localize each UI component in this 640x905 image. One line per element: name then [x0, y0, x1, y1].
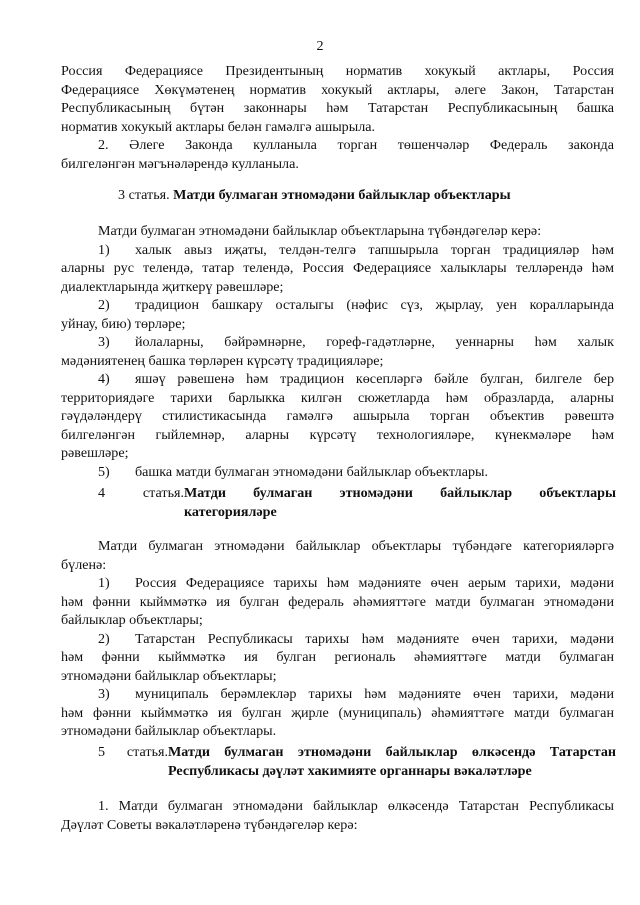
- text-line: этномәдәни байлыклар объектлары;: [61, 667, 277, 684]
- text-line: байлыклар объектлары;: [61, 612, 203, 628]
- item-number: 1): [98, 575, 110, 591]
- article-3-heading: [118, 186, 618, 205]
- article-title: Матди булмаган этномәдәни байлыклар объектлары: [184, 485, 616, 501]
- text-line: норматив хокукый актлары белән гамәлгә ашырыла.: [61, 118, 376, 135]
- item-text: башка матди булмаган этномәдәни байлыклар объектлары.: [135, 463, 489, 480]
- text-line: территориядәге тарихи барлыкка килгән сюжетларда һәм образларда, аларны: [61, 389, 614, 406]
- item-number: 2): [98, 630, 110, 647]
- text-line: аларны рус телендә, татар телендә, Россия Федерациясе халыклары телләрендә һәм: [61, 260, 614, 276]
- intro-paragraph: [61, 62, 614, 136]
- article-title-cont: Республикасы дәүләт хакимияте органнары вәкаләтләре: [168, 762, 532, 779]
- list-item-1: [61, 574, 614, 593]
- page-number: 2: [316, 38, 324, 54]
- list-item-5: [61, 463, 614, 482]
- item-number: 3): [98, 334, 110, 350]
- text-line: билгеләнгән гыйлемнәр, аларны күрсәтү технологияләре, күнекмәләре һәм: [61, 426, 614, 443]
- article-title: Матди булмаган этномәдәни байлыклар өлкәсендә Татарстан: [168, 744, 616, 760]
- list-item-4: [61, 370, 614, 389]
- text-line: этномәдәни байлыклар объектлары.: [61, 723, 277, 739]
- text-line: уйнау, бию) төрләре;: [61, 315, 186, 332]
- item-number: 5): [98, 463, 110, 480]
- heading-line: [98, 484, 616, 503]
- lead-text-cont: Дәүләт Советы вәкаләтләренә түбәндәгеләр керә:: [61, 816, 358, 833]
- item-number: 3): [98, 686, 110, 702]
- article-number: 3 статья.: [118, 187, 170, 203]
- article-5-body: [61, 797, 614, 834]
- article-3-body: [61, 222, 614, 481]
- text-line: һәм фәнни кыйммәткә ия булган җирле (муниципаль) әһәмияттәге матди булмаган: [61, 704, 614, 721]
- item-text: халык авыз иҗаты, телдән-телгә тапшырыла торган традицияләр һәм: [135, 241, 614, 258]
- text-line: Республикасының бүтән законнары һәм Татарстан Республикасының башка: [61, 100, 614, 116]
- article-5-heading: [98, 743, 616, 780]
- list-item-3: [61, 333, 614, 352]
- article-title: Матди булмаган этномәдәни байлыклар объектлары: [173, 187, 511, 203]
- article-4-heading: [98, 484, 616, 521]
- text-line: рәвешләре;: [61, 445, 129, 461]
- text-line: Россия Федерациясе Президентының норматив хокукый актлары, Россия: [61, 63, 614, 79]
- text-line: мәдәниятенең башка төрләрен күрсәтү традицияләре;: [61, 352, 384, 369]
- lead-text: Матди булмаган этномәдәни байлыклар объектларына түбәндәгеләр керә:: [98, 223, 542, 239]
- list-item-2: [61, 630, 614, 649]
- heading-line: [98, 743, 616, 762]
- lead-text: Матди булмаган этномәдәни байлыклар объектлары түбәндәге категорияләргә: [98, 538, 614, 554]
- item-number: 2): [98, 297, 110, 313]
- lead-text-cont: бүленә:: [61, 556, 107, 573]
- text-line: билгеләнгән мәгънәләрендә кулланыла.: [61, 155, 299, 172]
- text-line: диалектларында җиткерү рәвешләре;: [61, 278, 284, 295]
- text-line: Федерациясе Хөкүмәтенең норматив хокукый актлары, әлеге Закон, Татарстан: [61, 81, 614, 98]
- item-text: Татарстан Республикасы тарихы һәм мәдәнияте өчен тарихи, мәдәни: [135, 630, 614, 647]
- text-line: һәм фәнни кыйммәткә ия булган федераль әһәмияттәге матди булмаган этномәдәни: [61, 593, 614, 610]
- item-text: Россия Федерациясе тарихы һәм мәдәнияте өчен аерым тарихи, мәдәни: [135, 575, 614, 591]
- list-item-3: [61, 685, 614, 704]
- article-number: 4 статья.: [98, 485, 184, 501]
- item-number: 1): [98, 241, 110, 258]
- heading-line: [98, 762, 616, 781]
- item-number: 4): [98, 371, 110, 387]
- text-line: 2. Әлеге Законда кулланыла торган төшенчәләр Федераль законда: [98, 137, 614, 153]
- text-line: гәүдәләндерү стилистикасында гамәлгә ашырыла торган объектив рәвештә: [61, 408, 614, 424]
- article-number: 5 статья.: [98, 744, 168, 760]
- item-text: яшәү рәвешенә һәм традицион көсепләргә бәйле булган, билгеле бер: [135, 371, 614, 387]
- text-line: һәм фәнни кыйммәткә ия булган региональ әһәмияттәге матди булмаган: [61, 649, 614, 665]
- heading-line: [98, 503, 616, 522]
- list-item-2: [61, 296, 614, 315]
- article-4-body: [61, 537, 614, 741]
- item-text: йолаларны, бәйрәмнәрне, гореф-гадәтләрне, уеннарны һәм халык: [135, 334, 614, 350]
- item-text: традицион башкару осталыгы (нәфис сүз, җырлау, уен коралларында: [135, 297, 614, 313]
- item-text: муниципаль берәмлекләр тарихы һәм мәдәнияте өчен тарихи, мәдәни: [135, 686, 614, 702]
- intro-paragraph-2: [61, 136, 614, 173]
- list-item-1: [61, 241, 614, 260]
- article-title-cont: категорияләре: [184, 503, 277, 520]
- lead-text: 1. Матди булмаган этномәдәни байлыклар өлкәсендә Татарстан Республикасы: [98, 798, 614, 814]
